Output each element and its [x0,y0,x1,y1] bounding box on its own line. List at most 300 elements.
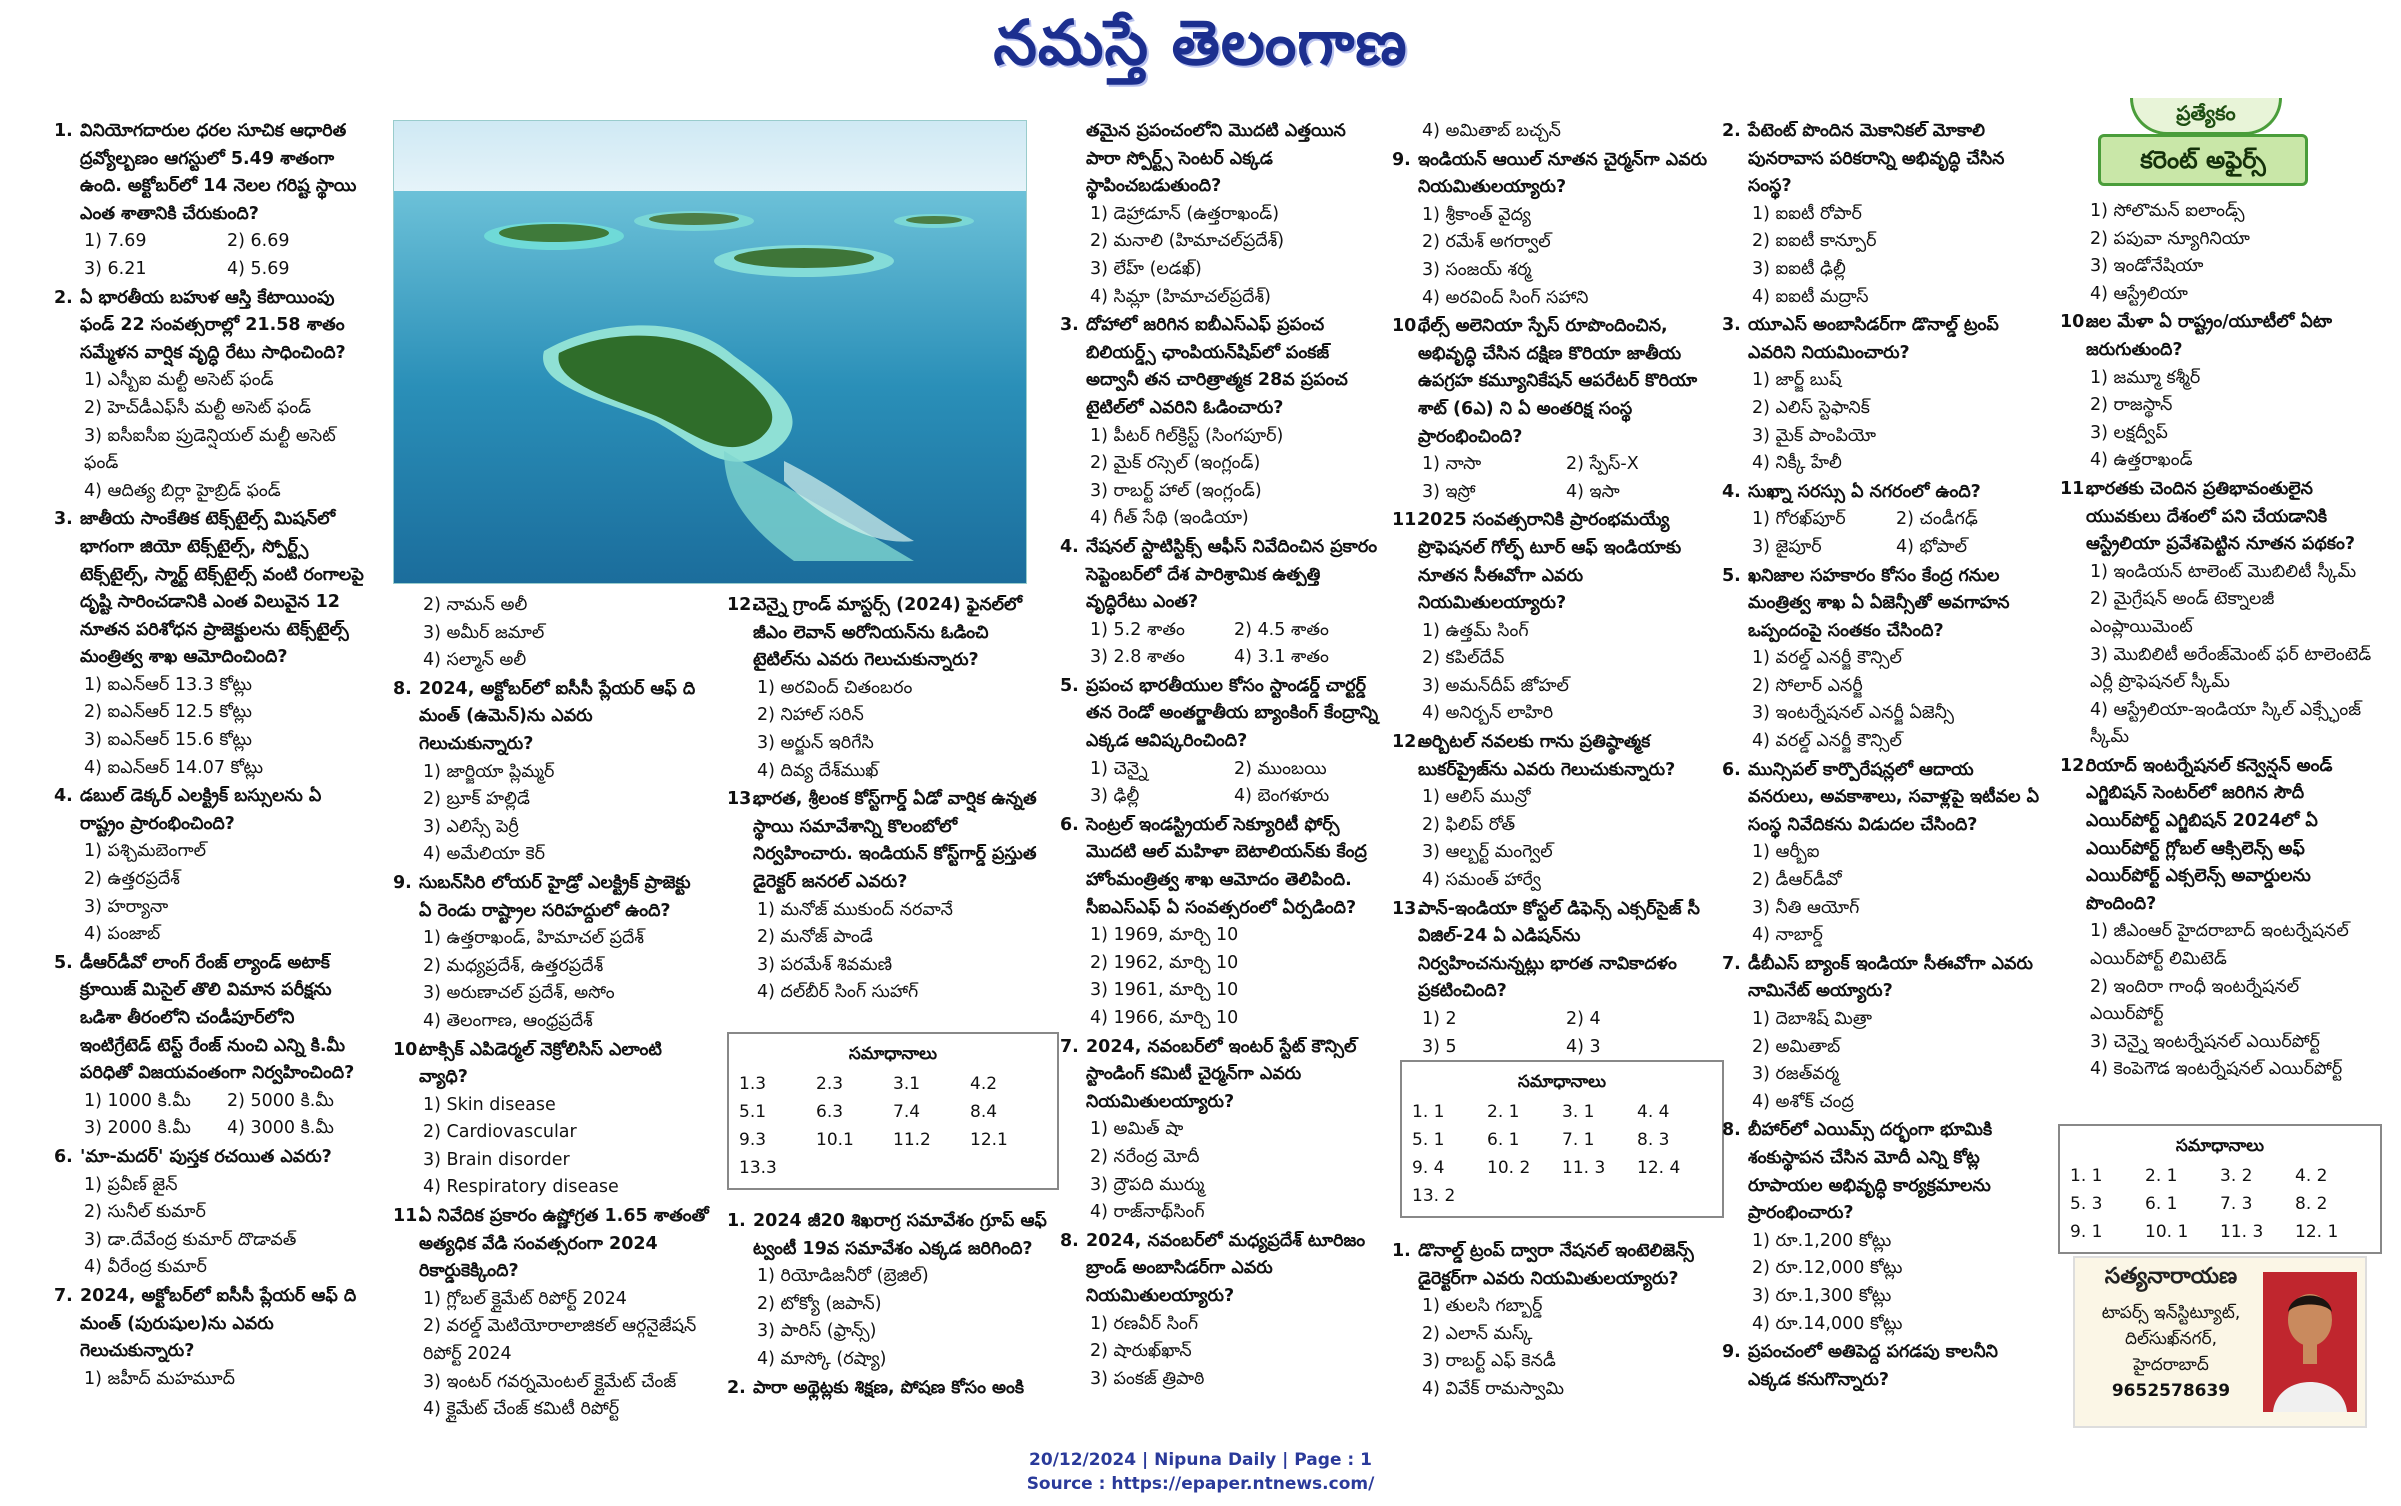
option-item: 1) సోలొమన్ ఐలాండ్స్ [2090,201,2245,221]
question-body: మున్సిపల్ కార్పొరేషన్లలో ఆదాయ వనరులు, అవకాశాలు, సవాళ్లపై ఇటీవల ఏ సంస్థ నివేదికను విడుదల చేసింది? [1748,759,2040,835]
option-item: 4) 3.1 శాతం [1234,647,1329,668]
question-text [2060,476,2378,559]
options-list [1722,367,2040,477]
question-body: ఖనిజాల సహకారం కోసం కేంద్ర గనుల మంత్రిత్వ శాఖ ఏ ఏజెన్సీతో అవగాహన ఒప్పందంపై సంతకం చేసింది? [1748,565,2010,641]
badge-main-label: కరెంట్ అఫైర్స్ [2098,134,2308,186]
author-photo [2263,1272,2357,1412]
option-item: 2) నరేంద్ర మోదీ [1090,1146,1200,1167]
question-block [1392,729,1710,895]
answer-item: 13.3 [739,1158,777,1178]
question-text [727,1375,1047,1403]
question-text [1722,951,2040,1006]
column-7 [2060,198,2378,1118]
option-item: 2) రూ.12,000 కోట్లు [1752,1258,1903,1279]
option-item: 3) మైక్ పాంపియో [1752,425,1877,446]
question-number: 1. [1392,1241,1411,1261]
option-item: 1) ప్రవీణ్ జైన్ [84,1174,178,1195]
answer-item: 2. 1 [1487,1102,1520,1122]
question-block [54,783,370,949]
question-body: ఇండియన్ ఆయిల్ నూతన చైర్మన్‌గా ఎవరు నియమితులయ్యారు? [1418,149,1708,198]
answer-item: 6.3 [816,1102,844,1122]
options-list [54,838,370,948]
option-item: 3) సంజయ్ శర్మ [1422,259,1532,280]
option-item: 3) 6.21 [84,258,147,279]
options-list [54,1366,370,1394]
question-text [54,118,370,228]
question-number: 13. [1392,898,1424,919]
option-item: 3) ఢిల్లీ [1090,786,1140,807]
question-block [1722,951,2040,1117]
question-block [1392,507,1710,728]
answer-item: 8. 3 [1637,1130,1670,1150]
answer-item: 12. 1 [2295,1222,2339,1242]
option-item: 4) పంజాబ్ [84,924,161,945]
options-list [1722,645,2040,755]
options-list [1060,922,1378,1032]
question-text [393,1037,709,1092]
question-body: దోహాలో జరిగిన ఐబీఎస్‌ఎఫ్ ప్రపంచ బిలియర్డ్స్ ఛాంపియన్‌షిప్‌లో పంకజ్ అద్వానీ తన చారిత్రాత్మక 28వ ప్రపంచ టైటిల్‌లో ఎవరిని ఓడించారు? [1086,315,1348,418]
question-block [2060,309,2378,475]
question-block [1722,1339,2040,1394]
option-item: 3) ఇస్రో [1422,481,1476,502]
question-text [54,506,370,672]
question-text [1392,729,1710,784]
options-list [727,675,1047,785]
question-body: డబుల్ డెక్కర్ ఎలక్ట్రిక్ బస్సులను ఏ రాష్ట్రం ప్రారంభించింది? [80,786,322,834]
question-body: తమైన ప్రపంచంలోని మొదటి ఎత్తయిన పారా స్పోర్ట్స్ సెంటర్ ఎక్కడ స్థాపించబడుతుంది? [1086,121,1346,197]
question-block [1060,118,1378,311]
question-text [727,1208,1047,1263]
option-item: 1) జీఎంఆర్ హైదరాబాద్ ఇంటర్నేషనల్ ఎయిర్‌పోర్ట్ లిమిటెడ్ [2090,921,2349,970]
column-1 [54,118,370,1408]
question-body: 2024, అక్టోబర్‌లో ఐసీసీ ప్లేయర్ ఆఫ్ ది మంత్ (పురుషుల)ను ఎవరు గెలుచుకున్నారు? [80,1285,357,1362]
option-item: 4) సల్మాన్ అలీ [423,650,527,671]
footer-date-line: 20/12/2024 | Nipuna Daily | Page : 1 [1029,1450,1372,1470]
option-item: 3) రాబర్ట్ హాల్ (ఇంగ్లండ్) [1090,480,1262,501]
option-item: 2) మనాలి (హిమాచల్‌ప్రదేశ్) [1090,231,1285,252]
question-number: 3. [54,509,73,530]
question-number: 12. [2060,755,2092,776]
question-number: 5. [1722,565,1741,586]
question-text [54,285,370,368]
option-item: 1) 2 [1422,1009,1457,1029]
question-number: 7. [1060,1036,1079,1057]
option-item: 3) అర్జున్ ఇరిగేసి [757,732,874,753]
option-item: 4) రూ.14,000 కోట్లు [1752,1313,1903,1334]
option-item: 4) ఆస్ట్రేలియా [2090,283,2188,304]
option-item: 1) జమ్మూ కశ్మీర్ [2090,367,2201,388]
option-item: 4) ఆస్ట్రేలియా-ఇండియా స్కిల్ ఎక్స్ఛేంజ్ స్కీమ్ [2090,699,2362,748]
question-block [1392,118,1710,146]
answer-item: 9. 4 [1412,1158,1445,1178]
question-text [1060,812,1378,922]
question-text [393,676,709,759]
option-item: 1) శ్రీకాంత్ వైద్య [1422,204,1531,225]
question-text [1392,896,1710,1006]
options-list [393,592,709,675]
answer-item: 11.2 [893,1130,931,1150]
question-block [393,1203,709,1424]
question-text [393,870,709,925]
option-item: 2) సునీల్ కుమార్ [84,1202,206,1223]
question-text [54,1283,370,1366]
question-number: 1. [727,1211,746,1231]
options-list [1392,1006,1710,1061]
options-list [1392,618,1710,728]
question-text [1392,507,1710,617]
island-photo-image [394,121,1026,583]
answer-key-2 [1400,1060,1724,1218]
options-list [1392,451,1710,506]
question-body: పాన్-ఇండియా కోస్టల్ డిఫెన్స్ ఎక్సర్‌సైజ్ సీ విజిల్-24 ఏ ఎడిషన్‌ను నిర్వహించనున్నట్లు భారత నావికాదళం ప్రకటించింది? [1418,898,1700,1002]
option-item: 2) మైగ్రేషన్ అండ్ టెక్నాలజీ ఎంప్లాయిమెంట్ [2090,589,2275,637]
options-list [1722,1228,2040,1338]
question-text [54,783,370,838]
question-number: 10. [2060,312,2092,333]
option-item: 3) 5 [1422,1036,1457,1057]
option-item: 1) ఇండియన్ టాలెంట్ మొబిలిటీ స్కీమ్ [2090,561,2357,582]
question-number: 1. [54,121,73,141]
options-list [54,1088,370,1143]
answer-item: 1. 1 [1412,1102,1445,1122]
column-5 [1392,118,1710,1057]
answer-item: 12. 4 [1637,1158,1681,1178]
question-block [54,1144,370,1282]
question-number: 2. [1722,121,1741,141]
answer-item: 9.3 [739,1130,767,1150]
question-text [1060,312,1378,422]
question-text [1722,757,2040,840]
option-item: 2) డీఆర్‌డీవో [1752,870,1842,891]
question-number: 12. [1392,732,1424,753]
question-number: 4. [1722,481,1741,502]
special-badge [2098,98,2308,184]
answer-item: 1.3 [739,1074,767,1094]
footer-source-line: Source : https://epaper.ntnews.com/ [1026,1474,1375,1494]
option-item: 1) ఐఎన్‌ఆర్ 13.3 కోట్లు [84,674,252,695]
question-number: 9. [1722,1342,1741,1363]
option-item: 4) వరల్డ్ ఎనర్జీ కౌన్సిల్ [1752,731,1902,752]
option-item: 1) డెహ్రాడూన్ (ఉత్తరాఖండ్) [1090,203,1280,224]
option-item: 1) 1000 కి.మీ [84,1090,191,1111]
option-item: 2) టోక్యో (జపాన్) [757,1293,882,1314]
options-list [1722,201,2040,311]
question-number: 8. [1722,1120,1741,1141]
question-block [727,592,1047,785]
question-block [1060,534,1378,672]
answer-item: 12.1 [970,1130,1008,1150]
options-list [1060,756,1378,811]
question-text [54,1144,370,1172]
option-item: 4) Respiratory disease [423,1177,619,1198]
question-number: 8. [393,678,412,699]
author-area: దిల్‌సుఖ్‌నగర్, [2124,1329,2218,1349]
question-block [1722,118,2040,311]
answer-item: 11. 3 [2220,1222,2264,1242]
options-list [2060,918,2378,1084]
question-body: ప్రపంచ భారతీయుల కోసం స్టాండర్డ్ చార్టర్డ్ తన రెండో అంతర్జాతీయ బ్యాంకింగ్ కేంద్రాన్ని ఎక్కడ ఆవిష్కరించింది? [1086,675,1379,752]
option-item: 2) మైక్ రస్సెల్ (ఇంగ్లండ్) [1090,453,1261,474]
option-item: 3) ఆల్బర్ట్ మంగ్వెల్ [1422,842,1553,863]
option-item: 1) ఆలిస్ మున్రో [1422,787,1531,808]
option-item: 3) మొబిలిటీ అరేంజ్‌మెంట్ ఫర్ టాలెంటెడ్ ఎర్లీ ప్రొఫెషనల్ స్కీమ్ [2090,644,2372,693]
question-number: 2. [54,287,73,308]
option-item: 4) దల్‌బీర్ సింగ్ సుహాగ్ [757,982,919,1003]
question-number: 7. [54,1285,73,1306]
question-number: 13. [727,789,759,810]
question-number: 9. [393,872,412,893]
options-list [1392,118,1710,146]
answer-item: 6. 1 [2145,1194,2178,1214]
options-list [1060,1116,1378,1226]
question-body: భారతకు చెందిన ప్రతిభావంతులైన యువకులు దేశంలో పని చేయడానికి ఆస్ట్రేలియా ప్రవేశపెట్టిన నూతన పథకం? [2086,478,2356,555]
question-number: 11. [393,1206,425,1227]
option-item: 2) సోలార్ ఎనర్జీ [1752,675,1863,696]
option-item: 1) తులసి గబ్బార్డ్ [1422,1296,1543,1317]
answer-item: 2.3 [816,1074,844,1094]
answer-item: 6. 1 [1487,1130,1520,1150]
author-phone: 9652578639 [2111,1381,2231,1401]
question-block [1722,563,2040,756]
option-item: 1) గ్లోబల్ క్లైమేట్ రిపోర్ట్ 2024 [423,1288,627,1309]
question-body: డీఆర్‌డీవో లాంగ్ రేంజ్ ల్యాండ్ అటాక్ క్రూయిజ్ మిసైల్ తొలి విమాన పరీక్షను ఒడిశా తీరంలోని చండీపూర్‌లోని ఇంటిగ్రేటెడ్ టెస్ట్ రేంజ్ నుంచి ఎన్ని కి.మీ పరిధితో విజయవంతంగా నిర్వహించింది? [80,952,355,1084]
option-item: 2) ఐఎన్‌ఆర్ 12.5 కోట్లు [84,702,252,723]
question-text [1060,673,1378,756]
option-item: 2) కపిల్‌దేవ్ [1422,648,1505,669]
question-body: పారా అథ్లెట్లకు శిక్షణ, పోషణ కోసం అంకి [753,1377,1025,1398]
option-item: 1) పశ్చిమబెంగాల్ [84,841,206,862]
question-block [727,1375,1047,1403]
answer-item: 10. 2 [1487,1158,1531,1178]
option-item: 3) Brain disorder [423,1149,570,1170]
option-item: 2) ఉత్తరప్రదేశ్ [84,869,180,890]
question-text [1060,1034,1378,1117]
question-block [393,676,709,869]
options-list [1060,1311,1378,1394]
answer-item: 1. 1 [2070,1166,2103,1186]
badge-top-label: ప్రత్యేకం [2130,98,2282,135]
question-block [1060,673,1378,811]
question-body: యూఎస్ అంబాసిడర్‌గా డొనాల్డ్ ట్రంప్ ఎవరిని నియమించారు? [1748,315,1999,363]
option-item: 1) Skin disease [423,1094,556,1115]
question-number: 4. [1060,536,1079,557]
question-number: 8. [1060,1230,1079,1251]
question-body: ప్రపంచంలో అతిపెద్ద పగడపు కాలనీని ఎక్కడ కనుగొన్నారు? [1748,1342,1998,1390]
option-item: 4) రాజ్‌నాథ్‌సింగ్ [1090,1202,1205,1223]
option-item: 3) లక్షద్వీప్ [2090,422,2168,443]
question-number: 4. [54,786,73,807]
answer-item: 8.4 [970,1102,998,1122]
question-block [2060,753,2378,1084]
options-list [54,367,370,505]
question-block [1722,479,2040,562]
question-body: వినియోగదారుల ధరల సూచిక ఆధారిత ద్రవ్యోల్బణం ఆగస్టులో 5.49 శాతంగా ఉంది. అక్టోబర్‌లో 14 నెలల గరిష్ట స్థాయి ఎంత శాతానికి చేరుకుంది? [80,121,357,224]
option-item: 4) కెంపెగౌడ ఇంటర్నేషనల్ ఎయిర్‌పోర్ట్ [2090,1059,2343,1080]
option-item: 4) గీత్ సేథి (ఇండియా) [1090,508,1249,529]
column-6 [1722,118,2040,1408]
options-list [1392,1293,1710,1403]
option-item: 1) ఉత్తమ్ సింగ్ [1422,620,1529,641]
option-item: 4) ఉత్తరాఖండ్ [2090,450,2193,471]
option-item: 3) ఇండోనేషియా [2090,256,2204,277]
column-4 [1060,118,1378,1408]
question-body: భారత, శ్రీలంక కోస్ట్‌గార్డ్ ఏడో వార్షిక ఉన్నత స్థాయి సమావేశాన్ని కొలంబోలో నిర్వహించారు. ఇండియన్ కోస్ట్‌గార్డ్ ప్రస్తుత డైరెక్టర్ జనరల్ ఎవరు? [753,789,1037,892]
option-item: 1) ఎస్బీఐ మల్టీ అసెట్ ఫండ్ [84,370,274,391]
question-body: సుబన్‌సిరి లోయర్ హైడ్రో ఎలక్ట్రిక్ ప్రాజెక్టు ఏ రెండు రాష్ట్రాల సరిహద్దులో ఉంది? [419,872,691,921]
answer-item: 5.1 [739,1102,767,1122]
option-item: 2) మనోజ్ పాండే [757,927,873,948]
option-item: 1) పీటర్ గిల్‌క్రిస్ట్ (సింగపూర్) [1090,425,1284,446]
options-list [393,1092,709,1202]
author-info [2083,1300,2259,1404]
question-text [1722,563,2040,646]
option-item: 3) హర్యానా [84,896,169,917]
option-item: 2) పపువా న్యూగినియా [2090,228,2250,249]
author-city: హైదరాబాద్ [2133,1355,2209,1375]
question-body: సుఖ్నా సరస్సు ఏ నగరంలో ఉంది? [1748,481,1981,502]
question-block [393,1037,709,1203]
options-list [1392,784,1710,894]
option-item: 2) షారుఖ్‌ఖాన్ [1090,1341,1192,1362]
option-item: 3) ఎలిస్సే పెర్రీ [423,816,519,837]
question-block [54,285,370,506]
question-text [54,950,370,1088]
option-item: 4) సమంత్ హార్వే [1422,870,1541,891]
option-item: 1) ఉత్తరాఖండ్, హిమాచల్ ప్రదేశ్ [423,928,645,949]
question-body: రియాద్ ఇంటర్నేషనల్ కన్వెన్షన్ అండ్ ఎగ్జిబిషన్ సెంటర్‌లో జరిగిన సౌదీ ఎయిర్‌పోర్ట్ ఎగ్జిబిషన్ 2024లో ఏ ఎయిర్‌పోర్ట్ గ్లోబల్ ఆక్సిలెన్స్ అఫ్ ఎయిర్‌పోర్ట్ ఎక్సలెన్స్ అవార్డులను పొందింది? [2086,755,2333,914]
option-item: 2) హెచ్‌డీఎఫ్‌సీ మల్టీ అసెట్ ఫండ్ [84,397,312,418]
column-3-bottom [727,1208,1047,1418]
answer-item: 4.2 [970,1074,998,1094]
question-text [1722,479,2040,507]
question-number: 6. [1722,759,1741,780]
column-3 [727,592,1047,1012]
option-item: 4) ఐఎన్‌ఆర్ 14.07 కోట్లు [84,757,264,778]
question-block [1722,1117,2040,1338]
option-item: 4) వీరేంద్ర కుమార్ [84,1257,207,1278]
option-item: 1) చెన్నై [1090,758,1148,779]
options-list [1722,506,2040,561]
question-text [2060,753,2378,919]
option-item: 4) అమితాబ్ బచ్చన్ [1422,121,1561,141]
question-number: 6. [1060,814,1079,835]
option-item: 3) పారిస్ (ఫ్రాన్స్) [757,1321,877,1342]
option-item: 2) ఎలిస్ స్టెఫానిక్ [1752,397,1870,418]
options-list [54,228,370,283]
question-block [727,1208,1047,1374]
options-list [1060,617,1378,672]
option-item: 4) ఇసా [1566,481,1620,502]
question-block [1392,313,1710,506]
question-text [1722,1339,2040,1394]
options-list [393,759,709,869]
question-block [727,786,1047,1007]
answer-key-title: సమాధానాలు [848,1044,938,1064]
answer-item: 13. 2 [1412,1186,1456,1206]
question-body: డొనాల్డ్ ట్రంప్ ద్వారా నేషనల్ ఇంటెలిజెన్స్ డైరెక్టర్‌గా ఎవరు నియమితులయ్యారు? [1418,1241,1694,1289]
answer-item: 4. 2 [2295,1166,2328,1186]
question-number: 10. [1392,316,1424,337]
option-item: 3) చెన్నై ఇంటర్నేషనల్ ఎయిర్‌పోర్ట్ [2090,1031,2320,1052]
answer-item: 3.1 [893,1074,921,1094]
option-item: 2) స్పేస్-X [1566,454,1639,475]
question-block [1722,312,2040,478]
question-text [1722,312,2040,367]
question-text [1722,1117,2040,1227]
question-block [393,592,709,675]
option-item: 1) జహీద్ మహమూద్ [84,1368,235,1389]
answer-item: 9. 1 [2070,1222,2103,1242]
question-block [1392,1238,1710,1404]
option-item: 3) 1961, మార్చి 10 [1090,980,1239,1001]
option-item: 2) 5000 కి.మీ [227,1090,334,1111]
option-item: 1) అరవింద్ చితంబరం [757,677,913,698]
question-block [1392,896,1710,1062]
question-block [1392,147,1710,313]
author-photo-icon [2263,1272,2357,1412]
option-item: 4) 3 [1566,1036,1601,1057]
options-list [1060,201,1378,311]
option-item: 2) రాజస్థాన్ [2090,395,2173,416]
option-item: 4) సిమ్లా (హిమాచల్‌ప్రదేశ్) [1090,286,1271,307]
question-block [2060,198,2378,308]
option-item: 4) క్లైమేట్ చేంజ్ కమిటీ రిపోర్ట్ [423,1399,620,1420]
option-item: 1) నాసా [1422,454,1482,475]
question-text [1722,118,2040,201]
question-block [54,950,370,1143]
option-item: 1) 7.69 [84,231,147,252]
option-item: 4) 1966, మార్చి 10 [1090,1008,1239,1028]
author-name: సత్యనారాయణ [2104,1264,2238,1289]
answer-item: 3. 1 [1562,1102,1595,1122]
option-item: 4) అనిర్బన్ లాహిరి [1422,703,1554,724]
option-item: 2) ఐఐటీ కాన్పూర్ [1752,231,1877,252]
option-item: 3) ద్రౌపది ముర్ము [1090,1174,1205,1195]
question-number: 7. [1722,953,1741,974]
question-number: 5. [54,952,73,973]
option-item: 3) డా.దేవేంద్ర కుమార్ దొడావత్ [84,1229,297,1250]
author-institute: టాపర్స్ ఇన్‌స్టిట్యూట్, [2101,1303,2241,1323]
option-item: 1) దెబాశిష్ మిత్రా [1752,1009,1872,1029]
question-number: 6. [54,1146,73,1167]
question-body: జల మేళా ఏ రాష్ట్రం/యూటీలో ఏటా జరుగుతుంది? [2086,312,2332,360]
option-item: 1) రియోడిజనీరో (బ్రెజిల్) [757,1266,929,1287]
question-text [2060,309,2378,364]
option-item: 2) నిహాల్ సరిన్ [757,705,864,726]
option-item: 1) రణవీర్ సింగ్ [1090,1313,1199,1334]
options-list [54,672,370,782]
question-body: నేషనల్ స్టాటిస్టిక్స్ ఆఫీస్ నివేదించిన ప్రకారం సెప్టెంబర్‌లో దేశ పారిశ్రామిక ఉత్పత్తి వృద్ధిరేటు ఎంత? [1086,536,1378,613]
options-list [2060,559,2378,752]
question-block [1060,1034,1378,1227]
option-item: 4) దివ్య దేశ్‌ముఖ్ [757,760,879,781]
question-body: 2024, నవంబర్‌లో మధ్యప్రదేశ్ టూరిజం బ్రాండ్ అంబాసిడర్‌గా ఎవరు నియమితులయ్యారు? [1086,1230,1366,1306]
option-item: 2) 4 [1566,1009,1601,1029]
options-list [1722,839,2040,949]
answer-item: 7. 3 [2220,1194,2253,1214]
question-body: 2024, నవంబర్‌లో ఇంటర్ స్టేట్ కౌన్సిల్ స్టాండింగ్ కమిటీ చైర్మన్‌గా ఎవరు నియమితులయ్యారు? [1086,1036,1357,1112]
option-item: 4) నాబార్డ్ [1752,925,1823,946]
options-list [1722,1006,2040,1116]
option-item: 1) మనోజ్ ముకుంద్ నరవానే [757,899,953,920]
option-item: 2) వరల్డ్ మెటియోరాలాజికల్ ఆర్గనైజేషన్ రిపోర్ట్ 2024 [423,1316,697,1365]
option-item: 1) 1969, మార్చి 10 [1090,925,1239,946]
option-item: 4) అమేలియా కెర్ [423,844,546,865]
option-item: 3) అమన్‌దీప్ జోహల్ [1422,675,1569,696]
question-number: 11. [2060,478,2092,499]
option-item: 2) ఎలాన్ మస్క్ [1422,1323,1533,1344]
option-item: 3) ఇంటర్నేషనల్ ఎనర్జీ ఏజెన్సీ [1752,703,1954,724]
